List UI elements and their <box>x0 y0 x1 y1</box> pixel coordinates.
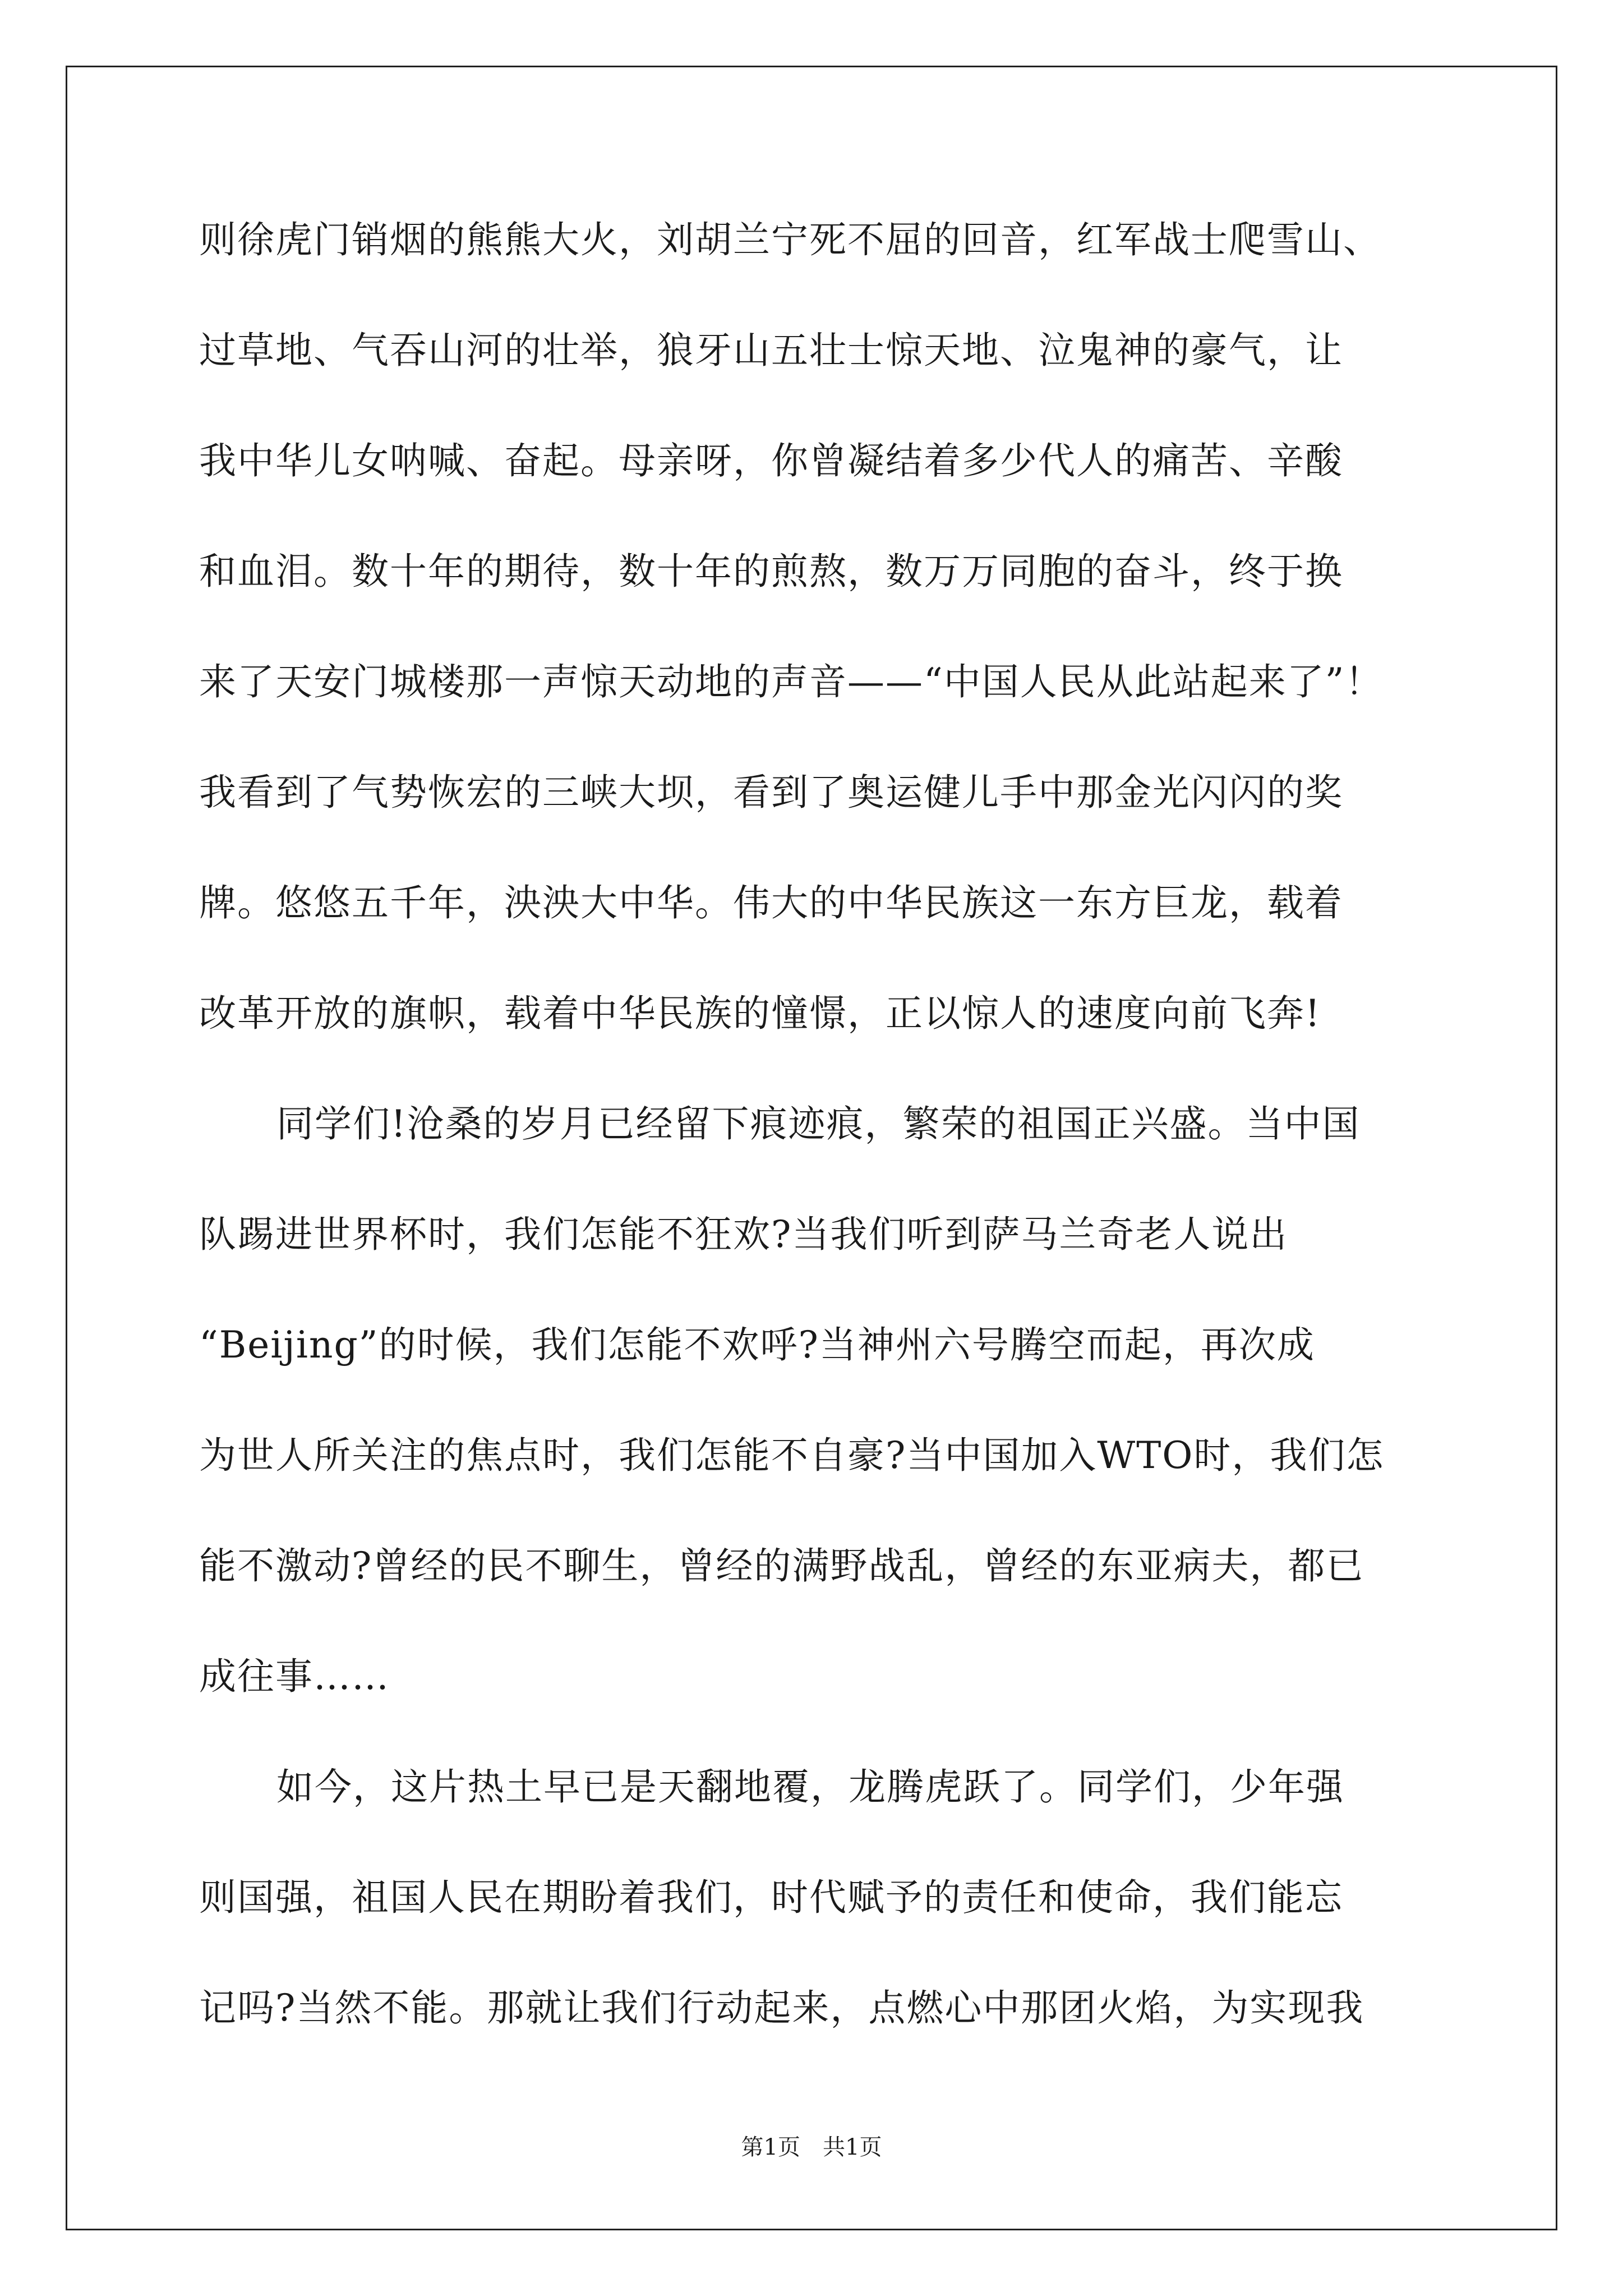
text-line: 和血泪。数十年的期待，数十年的煎熬，数万万同胞的奋斗，终于换 <box>199 550 1343 593</box>
text-line: 改革开放的旗帜，载着中华民族的憧憬，正以惊人的速度向前飞奔! <box>199 992 1321 1035</box>
text-line: 能不激动?曾经的民不聊生，曾经的满野战乱，曾经的东亚病夫，都已 <box>199 1544 1364 1588</box>
text-line: 记吗?当然不能。那就让我们行动起来，点燃心中那团火焰，为实现我 <box>199 1986 1364 2030</box>
text-line: 队踢进世界杯时，我们怎能不狂欢?当我们听到萨马兰奇老人说出 <box>199 1213 1288 1256</box>
text-line: 为世人所关注的焦点时，我们怎能不自豪?当中国加入WTO时，我们怎 <box>199 1434 1385 1477</box>
text-line: “Beijing”的时候，我们怎能不欢呼?当神州六号腾空而起，再次成 <box>199 1323 1315 1366</box>
text-line: 同学们!沧桑的岁月已经留下痕迹痕，繁荣的祖国正兴盛。当中国 <box>238 1102 1361 1145</box>
page-footer: 第1页 共1页 <box>741 2134 882 2160</box>
text-line: 来了天安门城楼那一声惊天动地的声音——“中国人民从此站起来了”！ <box>199 660 1384 703</box>
text-line: 如今，这片热土早已是天翻地覆，龙腾虎跃了。同学们，少年强 <box>238 1765 1344 1809</box>
text-line: 则徐虎门销烟的熊熊大火，刘胡兰宁死不屈的回音，红军战士爬雪山、 <box>199 218 1381 261</box>
text-line: 过草地、气吞山河的壮举，狼牙山五壮士惊天地、泣鬼神的豪气，让 <box>199 329 1343 372</box>
text-line: 我中华儿女呐喊、奋起。母亲呀，你曾凝结着多少代人的痛苦、辛酸 <box>199 439 1343 482</box>
text-line: 成往事…… <box>199 1655 390 1698</box>
text-line: 我看到了气势恢宏的三峡大坝，看到了奥运健儿手中那金光闪闪的奖 <box>199 771 1343 814</box>
text-line: 则国强，祖国人民在期盼着我们，时代赋予的责任和使命，我们能忘 <box>199 1876 1343 1919</box>
text-line: 牌。悠悠五千年，泱泱大中华。伟大的中华民族这一东方巨龙，载着 <box>199 881 1343 924</box>
